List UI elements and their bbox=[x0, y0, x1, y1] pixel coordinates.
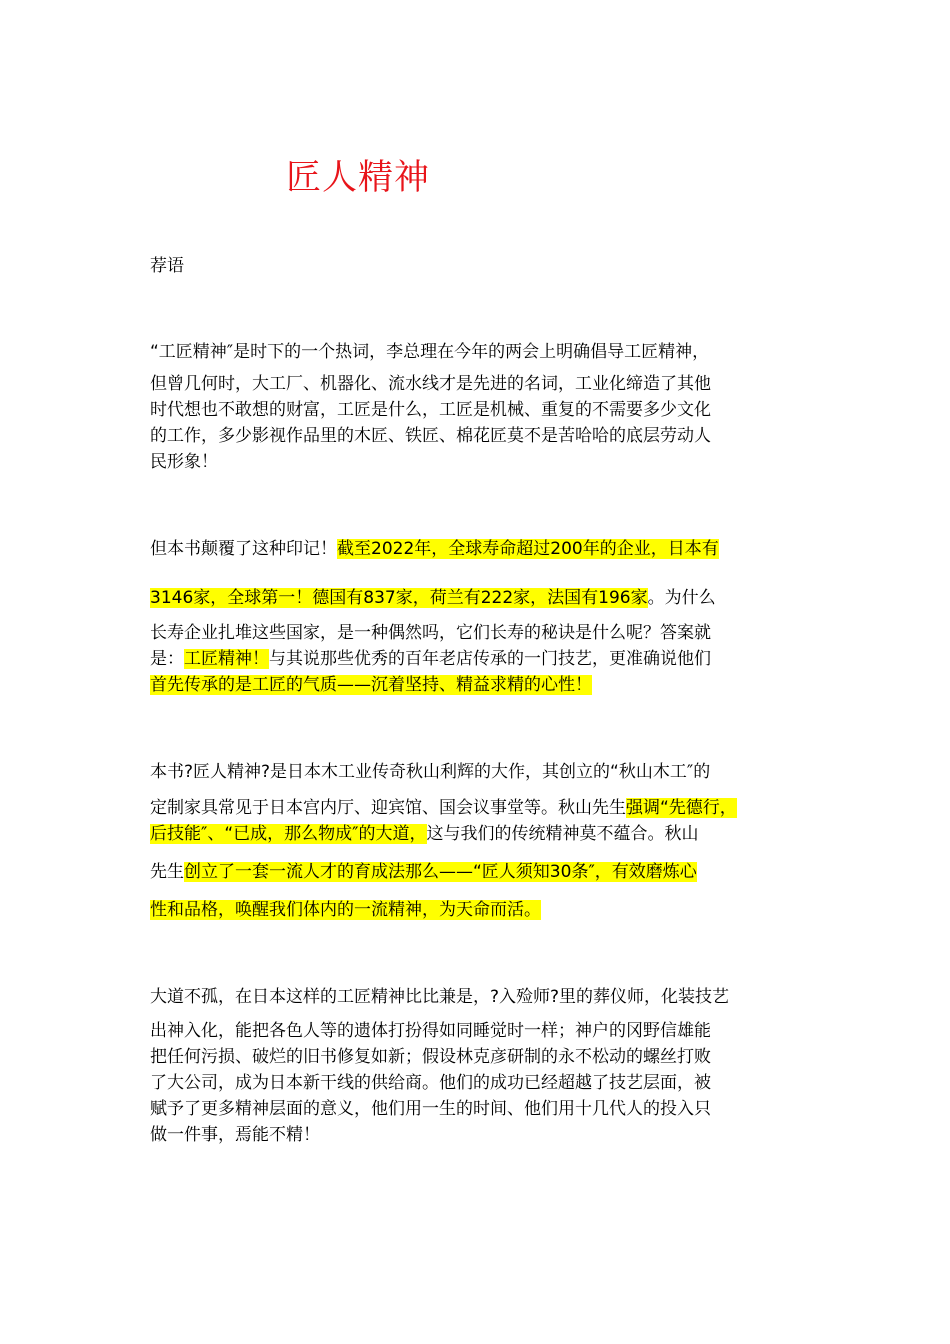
paragraph-3-text: 先生 bbox=[150, 862, 184, 882]
highlighted-text: 首先传承的是工匠的气质——沉着坚持、精益求精的心性！ bbox=[150, 675, 592, 695]
paragraph-2-text: 但本书颠覆了这种印记！ bbox=[150, 539, 337, 559]
paragraph-4-line-1: 大道不孤，在日本这样的工匠精神比比兼是，?入殓师?里的葬仪师，化装技艺 bbox=[150, 987, 730, 1007]
highlighted-text: 性和品格，唤醒我们体内的一流精神，为天命而活。 bbox=[150, 900, 541, 920]
paragraph-3-line-5 bbox=[150, 898, 541, 922]
paragraph-2-line-1 bbox=[150, 537, 719, 561]
paragraph-4-line-3: 把任何污损、破烂的旧书修复如新；假设林克彦研制的永不松动的螺丝打败 bbox=[150, 1047, 711, 1067]
paragraph-3-line-1: 本书?匠人精神?是日本木工业传奇秋山利辉的大作，其创立的“秋山木工″的 bbox=[150, 762, 711, 782]
paragraph-1-line-2: 但曾几何时，大工厂、机器化、流水线才是先进的名词，工业化缔造了其他 bbox=[150, 374, 711, 394]
paragraph-2-line-2 bbox=[150, 586, 716, 610]
paragraph-2-text: 。为什么 bbox=[647, 588, 716, 608]
paragraph-1-line-4: 的工作，多少影视作品里的木匠、铁匠、棉花匠莫不是苦哈哈的底层劳动人 bbox=[150, 426, 711, 446]
highlighted-text: 截至2022年，全球寿命超过200年的企业，日本有 bbox=[337, 539, 719, 559]
paragraph-4-line-4: 了大公司，成为日本新干线的供给商。他们的成功已经超越了技艺层面，被 bbox=[150, 1073, 711, 1093]
paragraph-4-line-6: 做一件事，焉能不精！ bbox=[150, 1125, 320, 1145]
highlighted-text: 创立了一套一流人才的育成法那么——“匠人须知30条″，有效磨炼心 bbox=[184, 862, 697, 882]
paragraph-3-text: 这与我们的传统精神莫不蕴合。秋山 bbox=[426, 824, 699, 844]
paragraph-3-text: 定制家具常见于日本宫内厅、迎宾馆、国会议事堂等。秋山先生 bbox=[150, 798, 626, 818]
paragraph-3-line-3 bbox=[150, 822, 699, 846]
paragraph-1-line-5: 民形象！ bbox=[150, 452, 218, 472]
paragraph-2-text: 与其说那些优秀的百年老店传承的一门技艺，更准确说他们 bbox=[269, 649, 711, 669]
paragraph-1-line-3: 时代想也不敢想的财富，工匠是什么，工匠是机械、重复的不需要多少文化 bbox=[150, 400, 711, 420]
highlighted-text: 后技能″、“已成，那么物成″的大道， bbox=[150, 824, 427, 844]
paragraph-2-line-5 bbox=[150, 673, 592, 697]
paragraph-2-line-3: 长寿企业扎堆这些国家，是一种偶然吗，它们长寿的秘诀是什么呢？答案就 bbox=[150, 623, 711, 643]
paragraph-4-line-5: 赋予了更多精神层面的意义，他们用一生的时间、他们用十几代人的投入只 bbox=[150, 1099, 711, 1119]
paragraph-2-line-4 bbox=[150, 647, 711, 671]
document-title: 匠人精神 bbox=[286, 158, 431, 198]
paragraph-1-line-1: “工匠精神″是时下的一个热词，李总理在今年的两会上明确倡导工匠精神， bbox=[150, 342, 710, 362]
paragraph-2-text: 是： bbox=[150, 649, 184, 669]
paragraph-4-line-2: 出神入化，能把各色人等的遗体打扮得如同睡觉时一样；神户的冈野信雄能 bbox=[150, 1021, 711, 1041]
highlighted-text: 强调“先德行， bbox=[626, 798, 737, 818]
paragraph-3-line-2 bbox=[150, 796, 737, 820]
section-heading: 荐语 bbox=[150, 256, 184, 276]
paragraph-3-line-4 bbox=[150, 860, 697, 884]
highlighted-text: 3146家，全球第一！德国有837家，荷兰有222家，法国有196家 bbox=[150, 588, 648, 608]
highlighted-text: 工匠精神！ bbox=[184, 649, 269, 669]
